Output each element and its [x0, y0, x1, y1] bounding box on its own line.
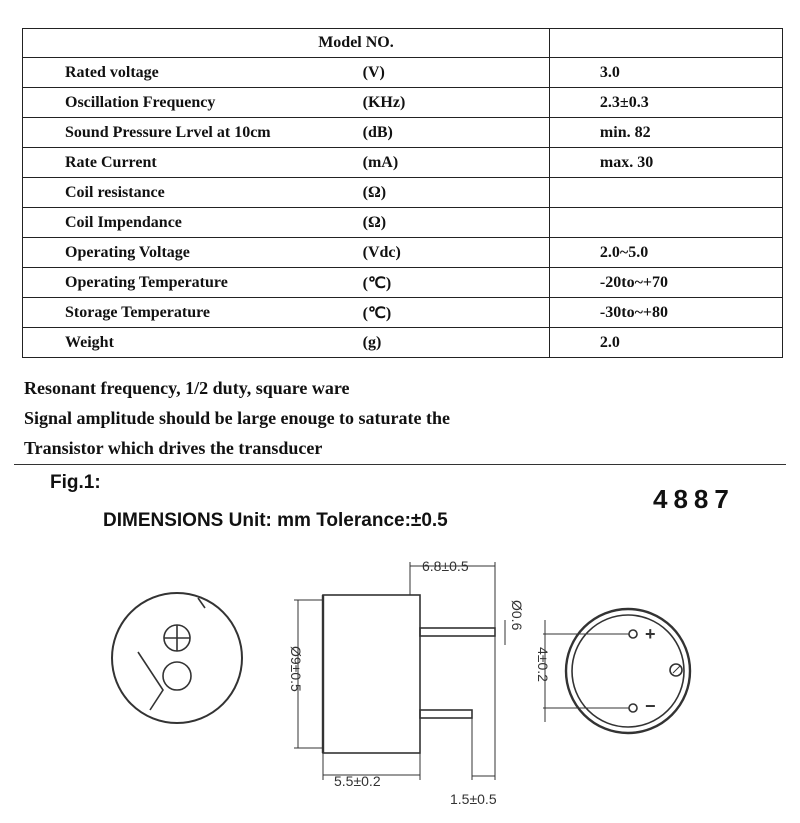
- notes: [24, 373, 450, 463]
- unit-cell: (Ω): [363, 208, 550, 238]
- dim-pin-pitch-label: 4±0.2: [535, 647, 551, 682]
- divider: [14, 464, 786, 465]
- param-cell: Sound Pressure Lrvel at 10cm: [23, 118, 363, 148]
- bottom-view-drawing: [543, 609, 690, 733]
- value-cell: max. 30: [549, 148, 782, 178]
- value-cell: -20to~+70: [549, 268, 782, 298]
- dim-width-label: 6.8±0.5: [422, 558, 469, 574]
- dim-pin-diameter-label: Ø0.6: [509, 600, 525, 631]
- value-cell: 2.3±0.3: [549, 88, 782, 118]
- unit-cell: (mA): [363, 148, 550, 178]
- dimension-drawing: [0, 540, 800, 823]
- table-row: [23, 58, 783, 88]
- model-no-value: [549, 29, 782, 58]
- table-row: [23, 88, 783, 118]
- param-cell: Rate Current: [23, 148, 363, 178]
- unit-cell: (℃): [363, 268, 550, 298]
- table-header-row: [23, 29, 783, 58]
- unit-cell: (g): [363, 328, 550, 358]
- value-cell: 2.0: [549, 328, 782, 358]
- dim-body-height-label: 5.5±0.2: [334, 773, 381, 789]
- value-cell: 3.0: [549, 58, 782, 88]
- note-line: Resonant frequency, 1/2 duty, square ware: [24, 378, 350, 398]
- value-cell: min. 82: [549, 118, 782, 148]
- unit-cell: (KHz): [363, 88, 550, 118]
- plus-terminal-label: +: [645, 624, 656, 644]
- table-row: [23, 148, 783, 178]
- top-view-drawing: [112, 593, 242, 723]
- unit-cell: (dB): [363, 118, 550, 148]
- table-row: [23, 328, 783, 358]
- unit-cell: (Vdc): [363, 238, 550, 268]
- dim-pin-length-label: 1.5±0.5: [450, 791, 497, 807]
- param-cell: Operating Temperature: [23, 268, 363, 298]
- value-cell: -30to~+80: [549, 298, 782, 328]
- table-row: [23, 178, 783, 208]
- figure-label: Fig.1:: [50, 472, 101, 493]
- spec-table: [22, 28, 783, 358]
- dim-diameter-label: Ø9±0.5: [288, 646, 304, 692]
- param-cell: Coil Impendance: [23, 208, 363, 238]
- param-cell: Rated voltage: [23, 58, 363, 88]
- part-number: 4887: [653, 484, 735, 514]
- table-row: [23, 298, 783, 328]
- table-row: [23, 238, 783, 268]
- minus-terminal-label: −: [645, 696, 656, 716]
- param-cell: Coil resistance: [23, 178, 363, 208]
- table-row: [23, 208, 783, 238]
- unit-cell: (Ω): [363, 178, 550, 208]
- unit-cell: (℃): [363, 298, 550, 328]
- dimensions-title: DIMENSIONS Unit: mm Tolerance:±0.5: [103, 510, 448, 531]
- table-row: [23, 268, 783, 298]
- table-row: [23, 118, 783, 148]
- param-cell: Weight: [23, 328, 363, 358]
- value-cell: 2.0~5.0: [549, 238, 782, 268]
- value-cell: [549, 178, 782, 208]
- param-cell: Operating Voltage: [23, 238, 363, 268]
- param-cell: Oscillation Frequency: [23, 88, 363, 118]
- note-line: Signal amplitude should be large enouge to saturate the: [24, 408, 451, 428]
- unit-cell: (V): [363, 58, 550, 88]
- model-no-header: Model NO.: [23, 29, 550, 58]
- note-line: Transistor which drives the transducer: [24, 438, 323, 458]
- side-view-drawing: [294, 562, 505, 780]
- value-cell: [549, 208, 782, 238]
- param-cell: Storage Temperature: [23, 298, 363, 328]
